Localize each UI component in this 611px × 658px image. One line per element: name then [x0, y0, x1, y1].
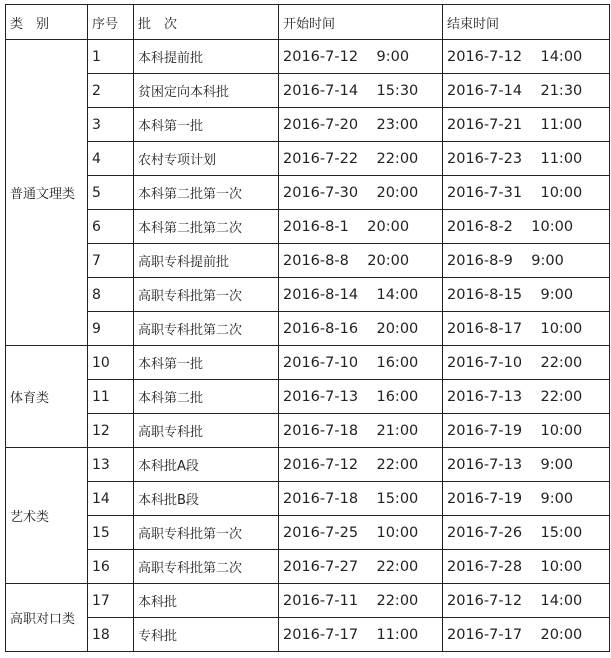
start-time-cell: 2016-7-12 9:00	[279, 40, 443, 74]
row-number-cell: 9	[88, 312, 134, 346]
batch-cell: 本科提前批	[134, 40, 279, 74]
end-time-cell: 2016-8-9 9:00	[443, 244, 610, 278]
table-row	[6, 142, 610, 176]
table-row	[6, 584, 610, 618]
batch-cell: 本科第一批	[134, 346, 279, 380]
batch-cell: 本科批B段	[134, 482, 279, 516]
start-time-cell: 2016-7-27 22:00	[279, 550, 443, 584]
start-time-cell: 2016-7-22 22:00	[279, 142, 443, 176]
end-time-cell: 2016-8-2 10:00	[443, 210, 610, 244]
table-row	[6, 380, 610, 414]
row-number-cell: 13	[88, 448, 134, 482]
start-time-cell: 2016-8-16 20:00	[279, 312, 443, 346]
end-time-cell: 2016-7-26 15:00	[443, 516, 610, 550]
table-row	[6, 346, 610, 380]
end-time-cell: 2016-7-14 21:30	[443, 74, 610, 108]
table-row	[6, 176, 610, 210]
admission-schedule-table	[5, 4, 610, 652]
batch-cell: 高职专科提前批	[134, 244, 279, 278]
start-time-cell: 2016-7-30 20:00	[279, 176, 443, 210]
batch-cell: 专科批	[134, 618, 279, 652]
end-time-cell: 2016-7-10 22:00	[443, 346, 610, 380]
row-number-cell: 18	[88, 618, 134, 652]
table-row	[6, 312, 610, 346]
start-time-cell: 2016-8-1 20:00	[279, 210, 443, 244]
category-cell: 艺术类	[6, 448, 88, 584]
end-time-cell: 2016-7-19 9:00	[443, 482, 610, 516]
row-number-cell: 8	[88, 278, 134, 312]
start-time-cell: 2016-8-8 20:00	[279, 244, 443, 278]
batch-cell: 本科批A段	[134, 448, 279, 482]
header-batch: 批 次	[134, 5, 279, 40]
end-time-cell: 2016-7-23 11:00	[443, 142, 610, 176]
row-number-cell: 7	[88, 244, 134, 278]
batch-cell: 本科第二批第二次	[134, 210, 279, 244]
table-row	[6, 482, 610, 516]
table-header-row	[6, 5, 610, 40]
end-time-cell: 2016-8-17 10:00	[443, 312, 610, 346]
batch-cell: 高职专科批	[134, 414, 279, 448]
header-index: 序号	[88, 5, 134, 40]
row-number-cell: 14	[88, 482, 134, 516]
start-time-cell: 2016-7-14 15:30	[279, 74, 443, 108]
batch-cell: 高职专科批第一次	[134, 278, 279, 312]
start-time-cell: 2016-8-14 14:00	[279, 278, 443, 312]
row-number-cell: 2	[88, 74, 134, 108]
table-row	[6, 516, 610, 550]
batch-cell: 贫困定向本科批	[134, 74, 279, 108]
row-number-cell: 17	[88, 584, 134, 618]
table-row	[6, 74, 610, 108]
row-number-cell: 3	[88, 108, 134, 142]
batch-cell: 本科第一批	[134, 108, 279, 142]
row-number-cell: 15	[88, 516, 134, 550]
table-row	[6, 550, 610, 584]
header-end-time: 结束时间	[443, 5, 610, 40]
batch-cell: 本科批	[134, 584, 279, 618]
batch-cell: 本科第二批	[134, 380, 279, 414]
end-time-cell: 2016-7-13 22:00	[443, 380, 610, 414]
category-cell: 普通文理类	[6, 40, 88, 346]
row-number-cell: 10	[88, 346, 134, 380]
header-category: 类 别	[6, 5, 88, 40]
end-time-cell: 2016-7-13 9:00	[443, 448, 610, 482]
table-row	[6, 414, 610, 448]
start-time-cell: 2016-7-25 10:00	[279, 516, 443, 550]
table-row	[6, 210, 610, 244]
start-time-cell: 2016-7-11 22:00	[279, 584, 443, 618]
row-number-cell: 6	[88, 210, 134, 244]
table-row	[6, 108, 610, 142]
start-time-cell: 2016-7-12 22:00	[279, 448, 443, 482]
batch-cell: 本科第二批第一次	[134, 176, 279, 210]
table-row	[6, 448, 610, 482]
row-number-cell: 11	[88, 380, 134, 414]
table-row	[6, 40, 610, 74]
end-time-cell: 2016-7-31 10:00	[443, 176, 610, 210]
category-cell: 高职对口类	[6, 584, 88, 652]
row-number-cell: 12	[88, 414, 134, 448]
end-time-cell: 2016-7-12 14:00	[443, 584, 610, 618]
end-time-cell: 2016-7-17 20:00	[443, 618, 610, 652]
table-row	[6, 278, 610, 312]
schedule-table-body	[6, 5, 610, 652]
batch-cell: 农村专项计划	[134, 142, 279, 176]
end-time-cell: 2016-7-12 14:00	[443, 40, 610, 74]
header-start-time: 开始时间	[279, 5, 443, 40]
row-number-cell: 1	[88, 40, 134, 74]
row-number-cell: 4	[88, 142, 134, 176]
start-time-cell: 2016-7-20 23:00	[279, 108, 443, 142]
start-time-cell: 2016-7-10 16:00	[279, 346, 443, 380]
start-time-cell: 2016-7-18 15:00	[279, 482, 443, 516]
batch-cell: 高职专科批第一次	[134, 516, 279, 550]
start-time-cell: 2016-7-13 16:00	[279, 380, 443, 414]
row-number-cell: 16	[88, 550, 134, 584]
start-time-cell: 2016-7-18 21:00	[279, 414, 443, 448]
end-time-cell: 2016-8-15 9:00	[443, 278, 610, 312]
start-time-cell: 2016-7-17 11:00	[279, 618, 443, 652]
batch-cell: 高职专科批第二次	[134, 312, 279, 346]
row-number-cell: 5	[88, 176, 134, 210]
end-time-cell: 2016-7-21 11:00	[443, 108, 610, 142]
table-row	[6, 618, 610, 652]
end-time-cell: 2016-7-19 10:00	[443, 414, 610, 448]
table-row	[6, 244, 610, 278]
category-cell: 体育类	[6, 346, 88, 448]
batch-cell: 高职专科批第二次	[134, 550, 279, 584]
end-time-cell: 2016-7-28 10:00	[443, 550, 610, 584]
